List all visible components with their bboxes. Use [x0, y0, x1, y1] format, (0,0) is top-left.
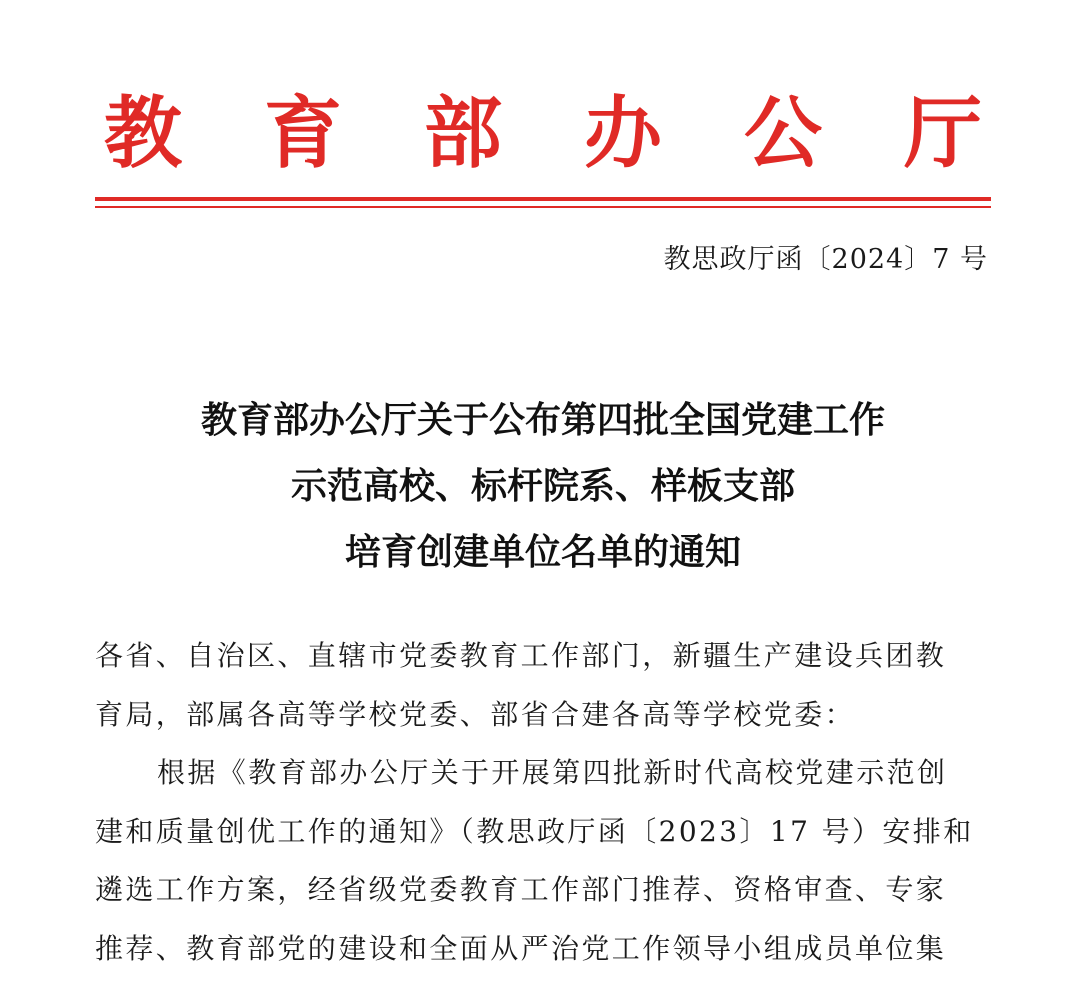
- title-line: 培育创建单位名单的通知: [344, 532, 741, 573]
- salutation-line: 各省、自治区、直辖市党委教育工作部门，新疆生产建设兵团教: [95, 639, 947, 672]
- masthead-char: 厅: [903, 88, 982, 179]
- salutation-line: 育局，部属各高等学校党委、部省合建各高等学校党委：: [95, 697, 856, 731]
- document-number: 教思政厅函〔2024〕7 号: [663, 244, 988, 275]
- masthead: [95, 86, 991, 182]
- paragraph-line: 遴选工作方案，经省级党委教育工作部门推荐、资格审查、专家: [95, 873, 947, 907]
- masthead-char: 公: [743, 88, 822, 179]
- document-body: [95, 627, 991, 979]
- masthead-rule-thick: [95, 197, 991, 201]
- masthead-char: 部: [423, 88, 502, 179]
- masthead-char: 办: [583, 88, 662, 179]
- masthead-rule-thin: [95, 206, 991, 208]
- title-line: 教育部办公厅关于公布第四批全国党建工作: [200, 400, 885, 441]
- document-title: [95, 388, 991, 586]
- masthead-char: 育: [263, 88, 342, 179]
- paragraph-line: 根据《教育部办公厅关于开展第四批新时代高校党建示范创: [157, 756, 948, 790]
- title-line: 示范高校、标杆院系、样板支部: [290, 466, 795, 507]
- paragraph-line: 推荐、教育部党的建设和全面从严治党工作领导小组成员单位集: [95, 931, 947, 965]
- paragraph-line: 建和质量创优工作的通知》（教思政厅函〔2023〕17 号）安排和: [95, 814, 974, 848]
- masthead-char: 教: [103, 88, 182, 179]
